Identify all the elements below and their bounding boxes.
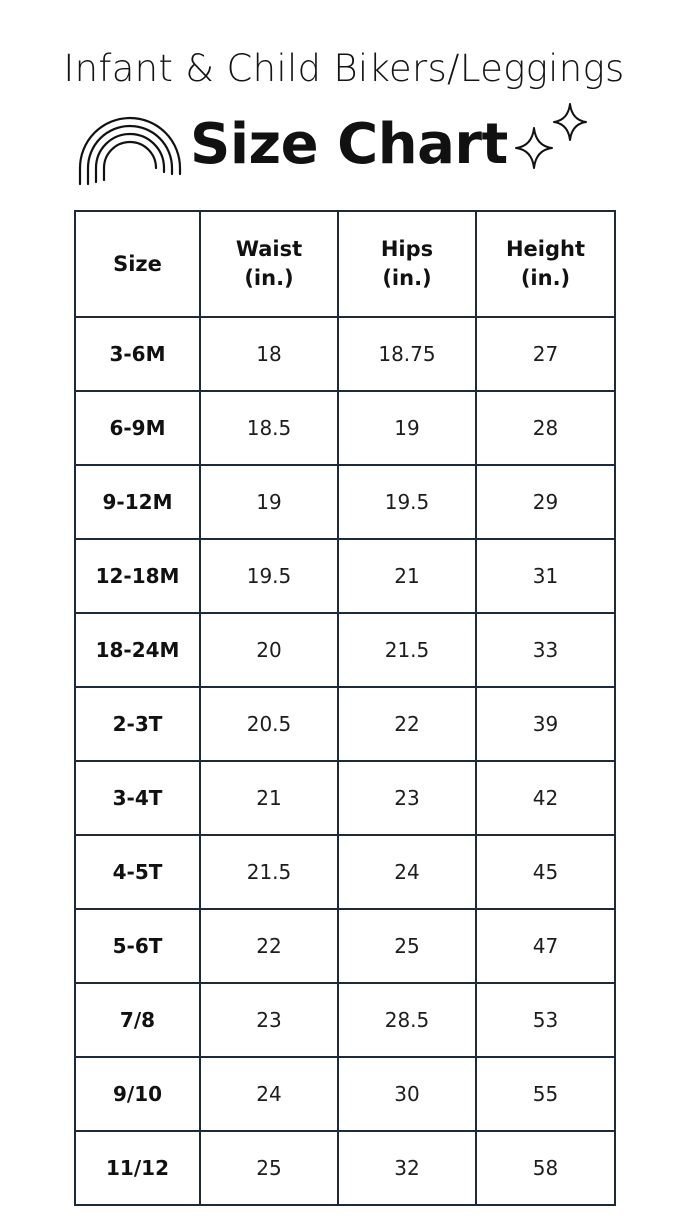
column-header-hips xyxy=(338,211,476,317)
column-header-label: Waist xyxy=(235,237,303,261)
column-header-unit: (in.) xyxy=(382,266,432,290)
height-cell: 27 xyxy=(476,317,615,391)
height-cell: 28 xyxy=(476,391,615,465)
table-row xyxy=(75,465,615,539)
size-cell: 5-6T xyxy=(75,909,200,983)
hips-cell: 24 xyxy=(338,835,476,909)
hips-cell: 25 xyxy=(338,909,476,983)
column-header-unit: (in.) xyxy=(520,266,571,290)
waist-cell: 21.5 xyxy=(200,835,338,909)
column-header-label: Hips xyxy=(380,237,434,261)
hips-cell: 32 xyxy=(338,1131,476,1205)
rainbow-icon xyxy=(76,110,184,186)
hips-cell: 28.5 xyxy=(338,983,476,1057)
table-row xyxy=(75,835,615,909)
hips-cell: 30 xyxy=(338,1057,476,1131)
size-cell: 3-6M xyxy=(75,317,200,391)
page-title: Size Chart xyxy=(190,112,508,177)
size-chart-table xyxy=(74,210,616,1206)
height-cell: 29 xyxy=(476,465,615,539)
waist-cell: 19.5 xyxy=(200,539,338,613)
size-cell: 3-4T xyxy=(75,761,200,835)
height-cell: 42 xyxy=(476,761,615,835)
table-row xyxy=(75,1131,615,1205)
column-header-height xyxy=(476,211,615,317)
table-header-row xyxy=(75,211,615,317)
column-header-size xyxy=(75,211,200,317)
table-row xyxy=(75,391,615,465)
waist-cell: 23 xyxy=(200,983,338,1057)
waist-cell: 18.5 xyxy=(200,391,338,465)
height-cell: 53 xyxy=(476,983,615,1057)
hips-cell: 18.75 xyxy=(338,317,476,391)
column-header-waist xyxy=(200,211,338,317)
hips-cell: 21 xyxy=(338,539,476,613)
size-cell: 12-18M xyxy=(75,539,200,613)
table-row xyxy=(75,613,615,687)
size-cell: 2-3T xyxy=(75,687,200,761)
waist-cell: 20 xyxy=(200,613,338,687)
column-header-unit: (in.) xyxy=(244,266,294,290)
size-cell: 9-12M xyxy=(75,465,200,539)
table-row xyxy=(75,1057,615,1131)
table-row xyxy=(75,687,615,761)
table-row xyxy=(75,539,615,613)
waist-cell: 21 xyxy=(200,761,338,835)
hips-cell: 19.5 xyxy=(338,465,476,539)
hips-cell: 23 xyxy=(338,761,476,835)
hips-cell: 19 xyxy=(338,391,476,465)
size-cell: 6-9M xyxy=(75,391,200,465)
waist-cell: 18 xyxy=(200,317,338,391)
table-row xyxy=(75,909,615,983)
size-cell: 4-5T xyxy=(75,835,200,909)
hips-cell: 21.5 xyxy=(338,613,476,687)
title-row xyxy=(0,100,688,190)
sparkle-icon xyxy=(508,100,598,184)
height-cell: 55 xyxy=(476,1057,615,1131)
hips-cell: 22 xyxy=(338,687,476,761)
height-cell: 33 xyxy=(476,613,615,687)
waist-cell: 25 xyxy=(200,1131,338,1205)
height-cell: 31 xyxy=(476,539,615,613)
page-subtitle: Infant & Child Bikers/Leggings xyxy=(63,47,625,90)
table-row xyxy=(75,761,615,835)
size-cell: 9/10 xyxy=(75,1057,200,1131)
height-cell: 47 xyxy=(476,909,615,983)
waist-cell: 19 xyxy=(200,465,338,539)
height-cell: 39 xyxy=(476,687,615,761)
table-body xyxy=(75,317,615,1205)
height-cell: 45 xyxy=(476,835,615,909)
table-row xyxy=(75,317,615,391)
height-cell: 58 xyxy=(476,1131,615,1205)
table-row xyxy=(75,983,615,1057)
waist-cell: 20.5 xyxy=(200,687,338,761)
size-cell: 18-24M xyxy=(75,613,200,687)
column-header-label: Size xyxy=(113,251,162,276)
size-cell: 11/12 xyxy=(75,1131,200,1205)
waist-cell: 22 xyxy=(200,909,338,983)
size-cell: 7/8 xyxy=(75,983,200,1057)
waist-cell: 24 xyxy=(200,1057,338,1131)
column-header-label: Height xyxy=(505,237,586,261)
